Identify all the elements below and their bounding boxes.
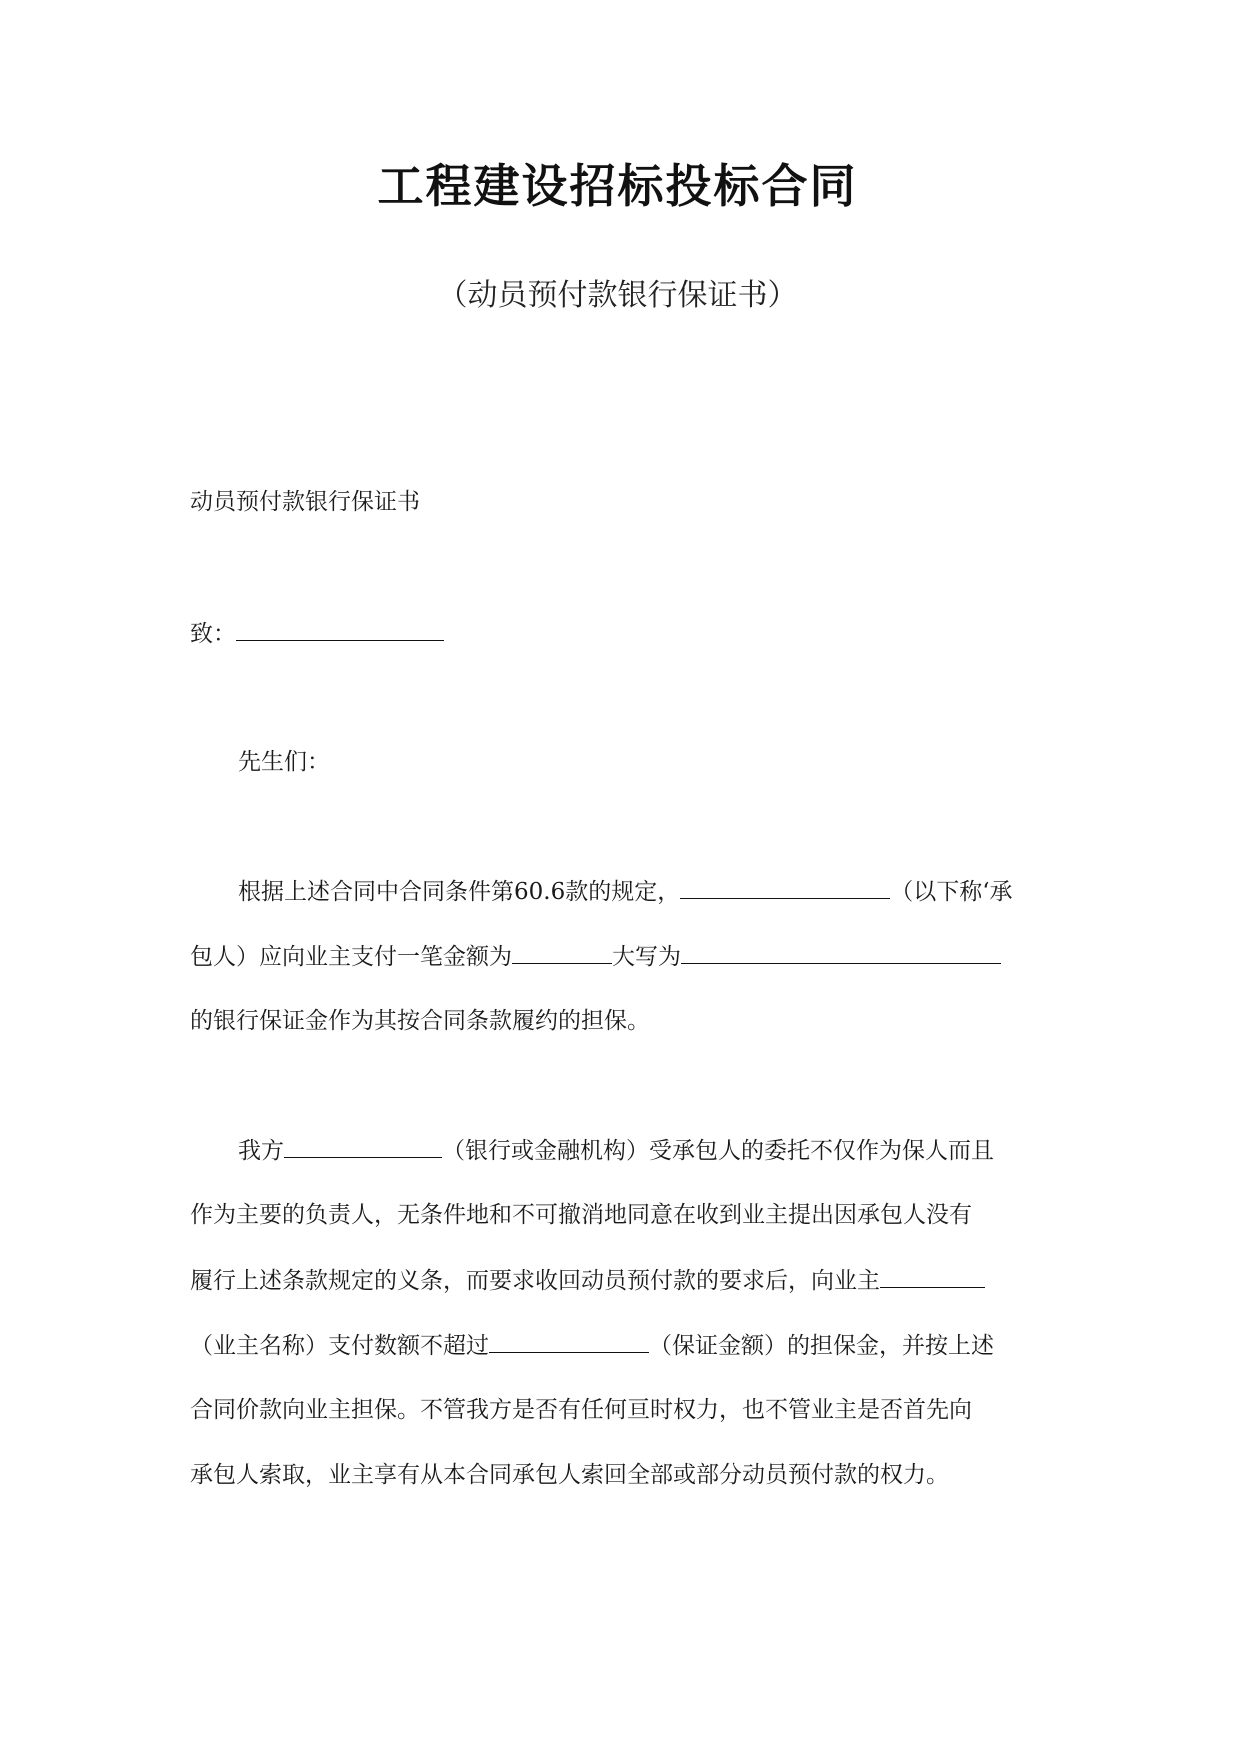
p1-line-1	[238, 876, 1013, 907]
contractor-name-blank[interactable]	[680, 876, 890, 899]
guarantee-amount-blank[interactable]	[489, 1330, 649, 1353]
p1-text-2b: 大写为	[612, 944, 681, 970]
owner-name-blank[interactable]	[880, 1265, 985, 1288]
amount-blank[interactable]	[512, 941, 612, 964]
p2-text-4b: （保证金额）的担保金，并按上述	[649, 1333, 994, 1359]
p2-line-2: 作为主要的负责人，无条件地和不可撤消地同意在收到业主提出因承包人没有	[190, 1202, 972, 1228]
amount-in-words-blank[interactable]	[681, 941, 1001, 964]
p2-line-6: 承包人索取，业主享有从本合同承包人索回全部或部分动员预付款的权力。	[190, 1462, 949, 1488]
p1-text-1a: 根据上述合同中合同条件第60.6款的规定，	[238, 879, 681, 905]
document-subtitle: （动员预付款银行保证书）	[437, 278, 798, 313]
p1-text-2a: 包人）应向业主支付一笔金额为	[190, 944, 512, 970]
bank-name-blank[interactable]	[284, 1135, 442, 1158]
to-label: 致：	[190, 621, 236, 647]
p2-text-3a: 履行上述条款规定的义条，而要求收回动员预付款的要求后，向业主	[190, 1268, 880, 1294]
document-title: 工程建设招标投标合同	[377, 159, 858, 213]
section-heading: 动员预付款银行保证书	[190, 489, 420, 515]
p2-line-1	[238, 1135, 994, 1166]
p2-text-1a: 我方	[238, 1138, 284, 1164]
addressee-blank[interactable]	[236, 618, 444, 641]
p2-line-5: 合同价款向业主担保。不管我方是否有任何亘时权力，也不管业主是否首先向	[190, 1397, 972, 1423]
p1-line-2	[190, 941, 1001, 972]
p2-line-3	[190, 1265, 985, 1296]
p1-line-3: 的银行保证金作为其按合同条款履约的担保。	[190, 1008, 650, 1034]
p1-text-1b: （以下称‘承	[890, 879, 1013, 905]
salutation: 先生们：	[238, 749, 330, 775]
p2-line-4	[190, 1330, 994, 1361]
p2-text-1b: （银行或金融机构）受承包人的委托不仅作为保人而且	[442, 1138, 994, 1164]
p2-text-4a: （业主名称）支付数额不超过	[190, 1333, 489, 1359]
addressee-line	[190, 618, 444, 649]
